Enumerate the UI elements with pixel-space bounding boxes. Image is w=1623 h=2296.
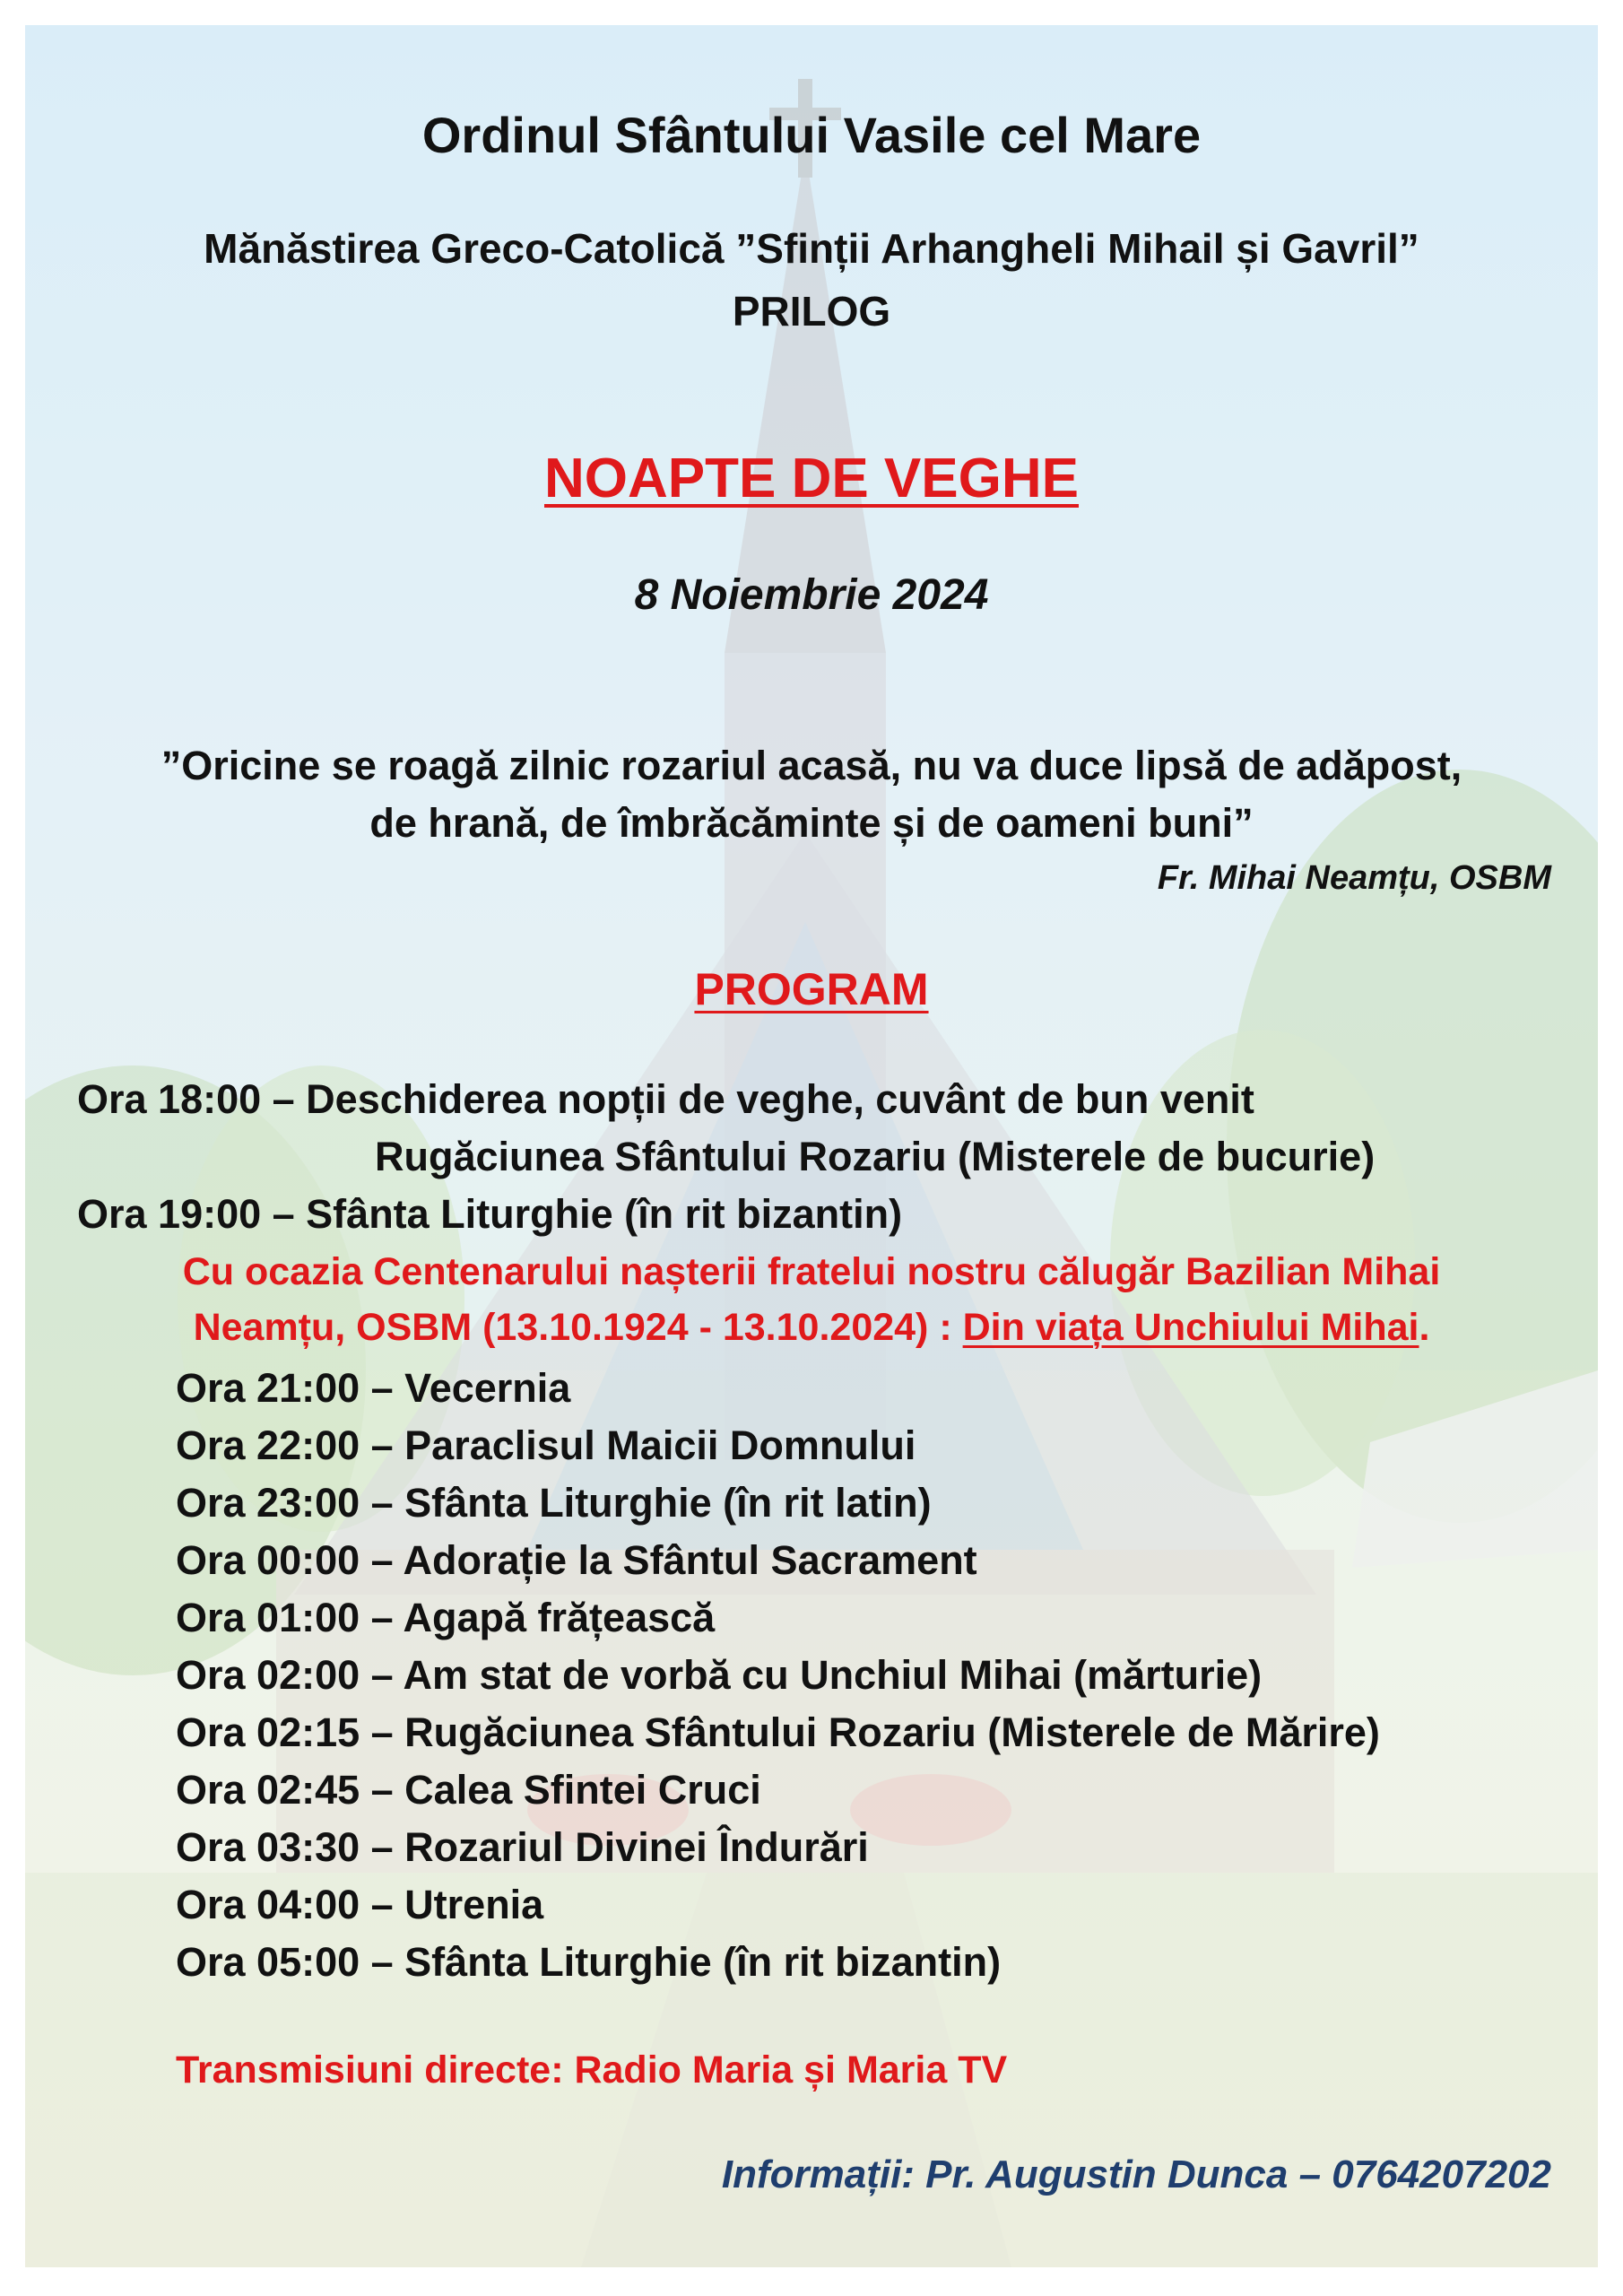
centenary-link[interactable]: Din viața Unchiului Mihai [962,1306,1419,1349]
poster [25,25,1598,2267]
quote-line-2: de hrană, de îmbrăcăminte și de oameni buni” [369,800,1254,846]
location-name: PRILOG [732,288,891,335]
event-title: NOAPTE DE VEGHE [544,448,1079,509]
program-item: Ora 05:00 – Sfânta Liturghie (în rit bizantin) [176,1939,1002,1985]
program-item: Ora 02:15 – Rugăciunea Sfântului Rozariu (Misterele de Mărire) [176,1709,1380,1755]
centenary-line-2-text: Neamțu, OSBM (13.10.1924 - 13.10.2024) : [193,1306,963,1349]
centenary-line-2 [25,1306,1598,1350]
centenary-suffix: . [1419,1306,1430,1349]
centenary-line-1: Cu ocazia Centenarului nașterii fratelui nostru călugăr Bazilian Mihai [182,1250,1441,1293]
order-title: Ordinul Sfântului Vasile cel Mare [421,107,1202,163]
program-opening: Ora 18:00 – Deschiderea nopții de veghe, cuvânt de bun venit [77,1076,1254,1122]
quote-author: Fr. Mihai Neamțu, OSBM [1157,859,1551,897]
program-opening-sub: Rugăciunea Sfântului Rozariu (Misterele de bucurie) [375,1134,1376,1179]
contact-info: Informații: Pr. Augustin Dunca – 0764207202 [721,2152,1551,2196]
program-liturgy: Ora 19:00 – Sfânta Liturghie (în rit bizantin) [77,1191,903,1237]
program-item: Ora 23:00 – Sfânta Liturghie (în rit latin) [176,1480,932,1526]
program-item: Ora 22:00 – Paraclisul Maicii Domnului [176,1422,916,1468]
broadcast-info: Transmisiuni directe: Radio Maria și Maria TV [176,2048,1008,2092]
program-item: Ora 02:45 – Calea Sfintei Cruci [176,1767,761,1813]
program-item: Ora 00:00 – Adorație la Sfântul Sacrament [176,1537,977,1583]
program-title: PROGRAM [694,964,929,1014]
program-item: Ora 21:00 – Vecernia [176,1365,571,1411]
event-date: 8 Noiembrie 2024 [634,571,989,619]
monastery-name: Mănăstirea Greco-Catolică ”Sfinții Arhangheli Mihail și Gavril” [204,225,1419,272]
program-item: Ora 03:30 – Rozariul Divinei Îndurări [176,1824,869,1870]
program-item: Ora 02:00 – Am stat de vorbă cu Unchiul Mihai (mărturie) [176,1652,1263,1698]
quote-line-1: ”Oricine se roagă zilnic rozariul acasă, nu va duce lipsă de adăpost, [161,743,1462,788]
program-item: Ora 04:00 – Utrenia [176,1882,544,1927]
program-item: Ora 01:00 – Agapă frățească [176,1595,716,1640]
